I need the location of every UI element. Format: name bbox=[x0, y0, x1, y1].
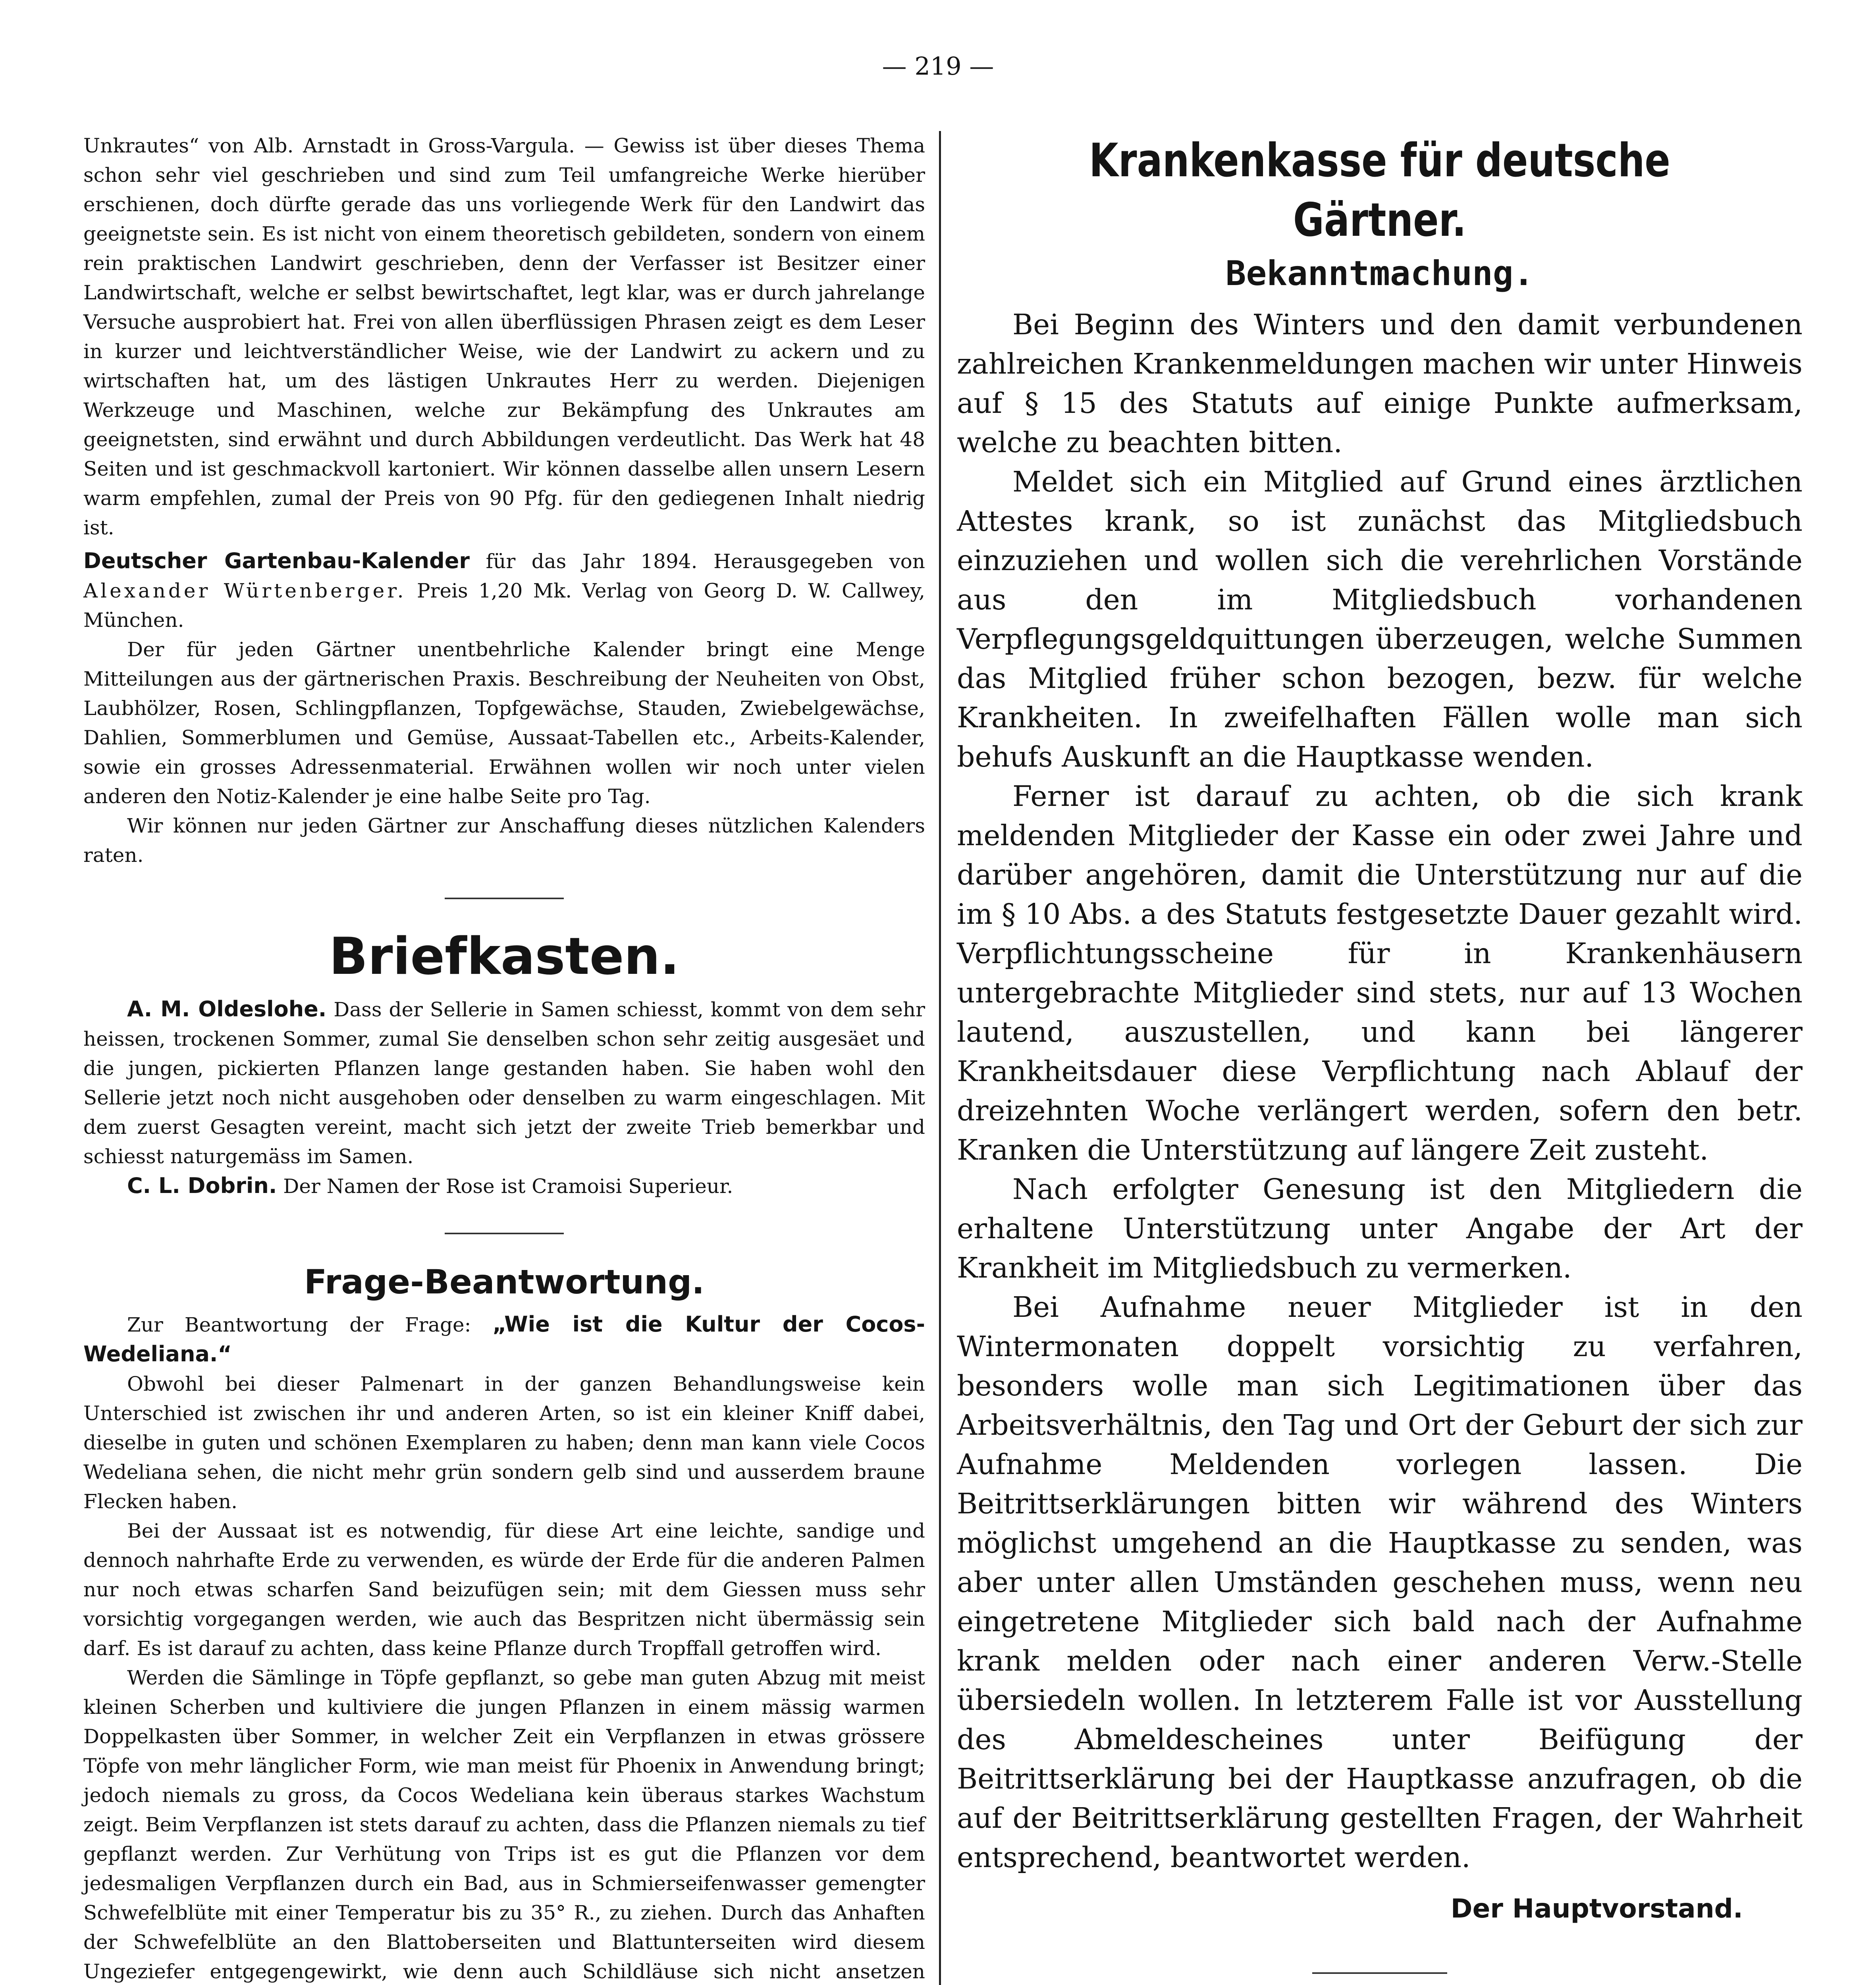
left-column bbox=[83, 131, 925, 1985]
fb-intro-text: Zur Beantwortung der Frage: bbox=[127, 1313, 471, 1336]
right-column bbox=[957, 131, 1803, 1985]
fb-paragraph-2: Bei der Aussaat ist es notwendig, für diese Art eine leichte, sandige und dennoch nahrhafte Erde zu verwenden, es würde der Erde für die anderen Palmen nur noch etwas scharfen Sand beizufügen sein; mit dem Giessen muss sehr vorsichtig vorgegangen werden, wie auch das Bespritzen nicht übermässig sein darf. Es ist darauf zu achten, dass keine Pflanze durch Tropffall getroffen wird. bbox=[83, 1519, 925, 1660]
bekanntmachung-signature: Der Hauptvorstand. bbox=[1450, 1893, 1743, 1924]
fb-question: „Wie ist die Kultur der Cocos-Wedeliana.“ bbox=[83, 1312, 925, 1366]
frage-beantwortung-heading: Frage-Beantwortung. bbox=[304, 1262, 705, 1301]
kalender-author: Alexander Würtenberger. bbox=[83, 579, 407, 602]
section-rule bbox=[1312, 1972, 1447, 1974]
bekanntmachung-paragraph-1: Bei Beginn des Winters und den damit verbundenen zahlreichen Krankenmeldungen machen wir unter Hinweis auf § 15 des Statuts auf einige Punkte aufmerksam, welche zu beachten bitten. bbox=[957, 308, 1803, 459]
answer-2-recipient: C. L. Dobrin. bbox=[127, 1173, 277, 1198]
kalender-head: für das Jahr 1894. Herausgegeben von bbox=[486, 550, 925, 573]
fb-paragraph-3: Werden die Sämlinge in Töpfe gepflanzt, so gebe man guten Abzug mit meist kleinen Scherben und kultiviere die jungen Pflanzen in einem mässig warmen Doppelkasten über Sommer, in welcher Zeit ein Verpflanzen in etwas grössere Töpfe von mehr länglicher Form, wie man meist für Phoenix in Anwendung bringt; jedoch niemals zu gross, da Cocos Wedeliana kein überaus starkes Wachstum zeigt. Beim Verpflanzen ist stets darauf zu achten, dass die Pflanzen niemals zu tief gepflanzt werden. Zur Verhütung von Trips ist es gut die Pflanzen vor dem jedesmaligen Verpflanzen durch ein Bad, aus in Schmierseifenwasser gemengter Schwefelblüte mit einer Temperatur bis zu 35° R., zu ziehen. Durch das Anhaften der Schwefelblüte an den Blattoberseiten und Blattunterseiten wird diesem Ungeziefer entgegengewirkt, wie denn auch Schildläuse sich nicht ansetzen bbox=[83, 1666, 925, 1983]
bekanntmachung-heading: Bekanntmachung. bbox=[1225, 254, 1534, 293]
answer-1-text: Dass der Sellerie in Samen schiesst, kommt von dem sehr heissen, trockenen Sommer, zumal Sie denselben schon sehr zeitig ausgesäet und die jungen, pickierten Pflanzen lange gestanden haben. Sie haben wohl den Sellerie jetzt noch nicht ausgehoben oder denselben zu warm eingeschlagen. Mit dem zuerst Gesagten vereint, macht sich jetzt der zweite Trieb bemerkbar und schiesst naturgemäss im Samen. bbox=[83, 998, 925, 1168]
bekanntmachung-paragraph-2: Meldet sich ein Mitglied auf Grund eines ärztlichen Attestes krank, so ist zunächst das Mitgliedsbuch einzuziehen und wollen sich die verehrlichen Vorstände aus den im Mitgliedsbuch vorhandenen Verpflegungsgeldquittungen überzeugen, welche Summen das Mitglied früher schon bezogen, bezw. für welche Krankheiten. In zweifelhaften Fällen wolle man sich behufs Auskunft an die Hauptkasse wenden. bbox=[957, 465, 1803, 773]
bekanntmachung-paragraph-4: Nach erfolgter Genesung ist den Mitgliedern die erhaltene Unterstützung unter Angabe der Art der Krankheit im Mitgliedsbuch zu vermerken. bbox=[957, 1173, 1803, 1284]
section-rule bbox=[445, 1233, 564, 1234]
briefkasten-answer-2 bbox=[83, 1171, 925, 1201]
kalender-entry-header bbox=[83, 546, 925, 635]
answer-1-recipient: A. M. Oldeslohe. bbox=[127, 996, 327, 1021]
briefkasten-heading: Briefkasten. bbox=[329, 927, 680, 986]
kalender-recommendation: Wir können nur jeden Gärtner zur Anschaffung dieses nützlichen Kalenders raten. bbox=[83, 814, 925, 867]
section-rule bbox=[445, 898, 564, 899]
briefkasten-answer-1 bbox=[83, 994, 925, 1171]
book-review-unkraut: Unkrautes“ von Alb. Arnstadt in Gross-Vargula. — Gewiss ist über dieses Thema schon sehr viel geschrieben und sind zum Teil umfangreiche Werke hierüber erschienen, doch dürfte gerade das uns vorliegende Werk für den Landwirt das geeignetste sein. Es ist nicht von einem theoretisch gebildeten, sondern von einem rein praktischen Landwirt geschrieben, denn der Verfasser ist Besitzer einer Landwirtschaft, welche er selbst bewirtschaftet, legt klar, was er durch jahrelange Versuche ausprobiert hat. Frei von allen überflüssigen Phrasen zeigt es dem Leser in kurzer und leichtverständlicher Weise, wie der Landwirt zu ackern und zu wirtschaften hat, um des lästigen Unkrautes Herr zu werden. Diejenigen Werkzeuge und Maschinen, welche zur Bekämpfung des Unkrautes am geeignetsten, sind erwähnt und durch Abbildungen verdeutlicht. Das Werk hat 48 Seiten und ist geschmackvoll kartoniert. Wir können dasselbe allen unsern Lesern warm empfehlen, zumal der Preis von 90 Pfg. für den gediegenen Inhalt niedrig ist. bbox=[83, 134, 925, 539]
frage-beantwortung-intro bbox=[83, 1310, 925, 1369]
bekanntmachung-paragraph-5: Bei Aufnahme neuer Mitglieder ist in den Wintermonaten doppelt vorsichtig zu verfahren, besonders wolle man sich Legitimationen über das Arbeitsverhältnis, den Tag und Ort der Geburt der sich zur Aufnahme Meldenden vorlegen lassen. Die Beitrittserklärungen bitten wir während des Winters möglichst umgehend an die Hauptkasse zu senden, was aber unter allen Umständen geschehen muss, wenn neu eingetretene Mitglieder sich bald nach der Aufnahme krank melden oder nach einer anderen Verw.-Stelle übersiedeln wollen. In letzterem Falle ist vor Ausstellung des Abmeldescheines unter Beifügung der Beitrittserklärung bei der Hauptkasse anzufragen, ob die auf der Beitrittserklärung gestellten Fragen, der Wahrheit entsprechend, beantwortet werden. bbox=[957, 1291, 1803, 1874]
bekanntmachung-paragraph-3: Ferner ist darauf zu achten, ob die sich krank meldenden Mitglieder der Kasse ein oder zwei Jahre und darüber angehören, damit die Unterstützung nur auf die im § 10 Abs. a des Statuts festgesetzte Dauer gezahlt wird. Verpflichtungsscheine für in Krankenhäusern untergebrachte Mitglieder sind stets, nur auf 13 Wochen lautend, auszustellen, und kann bei längerer Krankheitsdauer diese Verpflichtung nach Ablauf der dreizehnten Woche verlängert werden, sofern den betr. Kranken die Unterstützung auf längere Zeit zusteht. bbox=[957, 780, 1803, 1166]
page-number: — 219 — bbox=[882, 52, 994, 81]
kalender-tail: Preis 1,20 Mk. Verlag von Georg D. W. Callwey, München. bbox=[83, 579, 925, 632]
answer-2-text: Der Namen der Rose ist Cramoisi Superieur. bbox=[283, 1175, 733, 1198]
fb-paragraph-1: Obwohl bei dieser Palmenart in der ganzen Behandlungsweise kein Unterschied ist zwischen ihr und anderen Arten, so ist ein kleiner Kniff dabei, dieselbe in guten und schönen Exemplaren zu haben; denn man kann viele Cocos Wedeliana sehen, die nicht mehr grün sondern gelb sind und ausserdem braune Flecken haben. bbox=[83, 1372, 925, 1513]
krankenkasse-heading: Krankenkasse für deutsche Gärtner. bbox=[1089, 134, 1670, 247]
column-divider bbox=[939, 131, 941, 1985]
kalender-description: Der für jeden Gärtner unentbehrliche Kalender bringt eine Menge Mitteilungen aus der gärtnerischen Praxis. Beschreibung der Neuheiten von Obst, Laubhölzer, Rosen, Schlingpflanzen, Topfgewächse, Stauden, Zwiebelgewächse, Dahlien, Sommerblumen und Gemüse, Aussaat-Tabellen etc., Arbeits-Kalender, sowie ein grosses Adressenmaterial. Erwähnen wollen wir noch unter vielen anderen den Notiz-Kalender je eine halbe Seite pro Tag. bbox=[83, 638, 925, 808]
kalender-title: Deutscher Gartenbau-Kalender bbox=[83, 548, 470, 573]
